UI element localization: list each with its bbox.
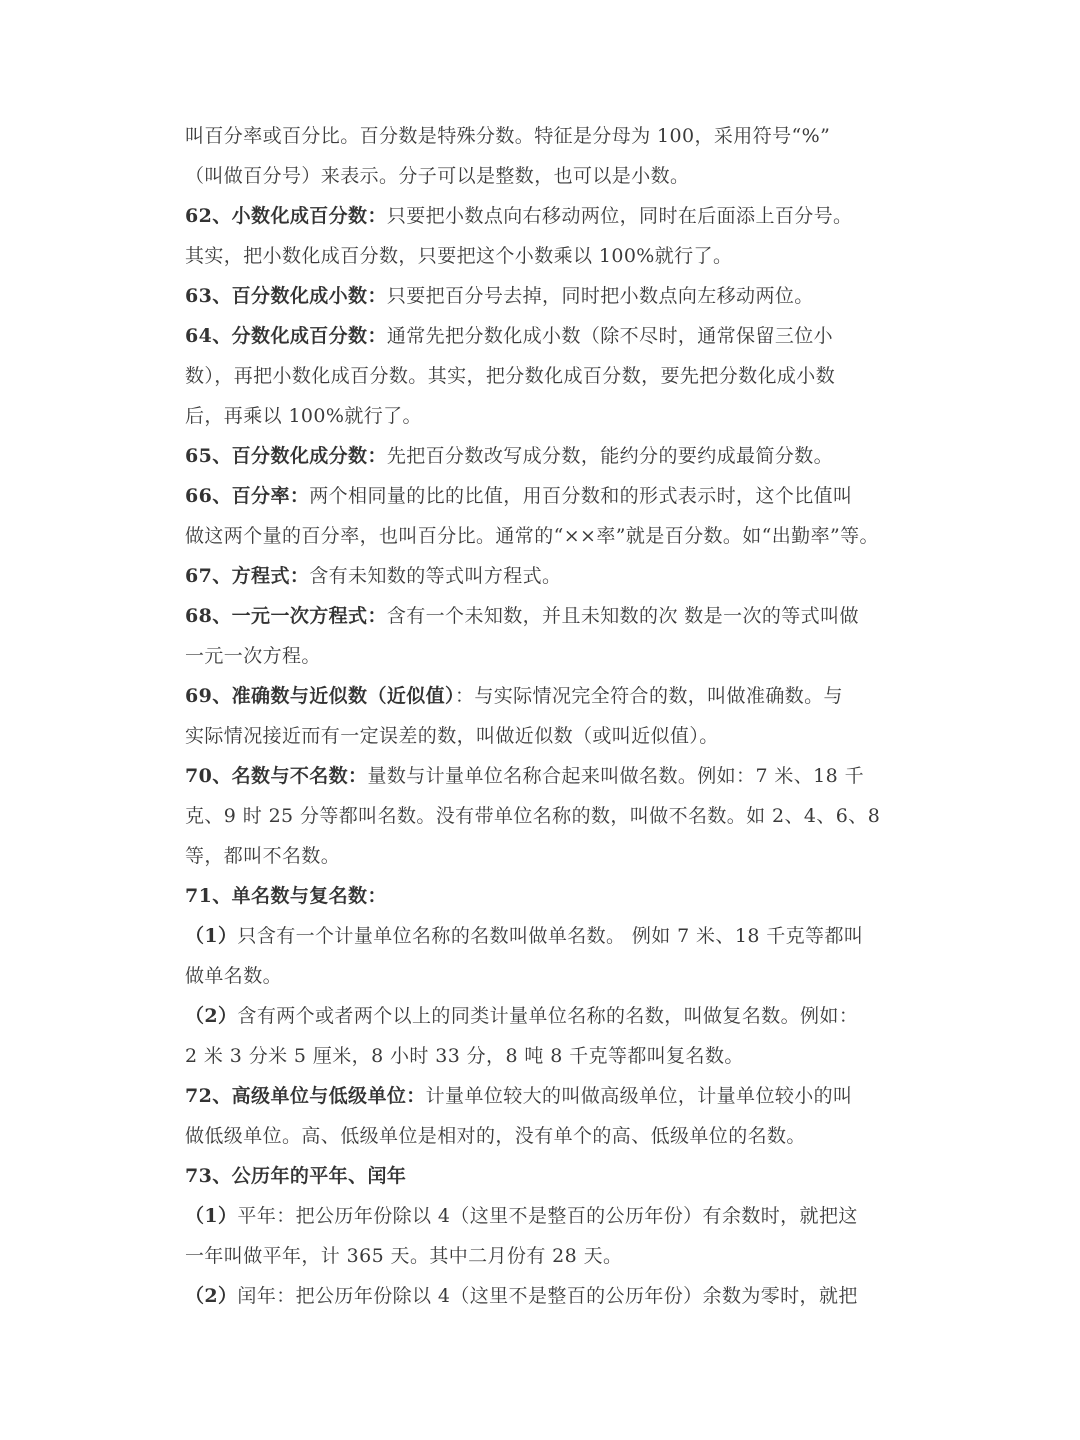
item-text: 后，再乘以 100%就行了。 [185, 405, 422, 427]
text-line [185, 356, 897, 396]
text-line [185, 156, 897, 196]
item-text: 做低级单位。高、低级单位是相对的，没有单个的高、低级单位的名数。 [185, 1125, 806, 1147]
item-term: 公历年的平年、闰年 [231, 1165, 407, 1187]
item-text: 闰年：把公历年份除以 4（这里不是整百的公历年份）余数为零时，就把 [237, 1285, 858, 1307]
item-term: 百分数化成小数： [231, 285, 387, 307]
item-text: 等，都叫不名数。 [185, 845, 341, 867]
text-line [185, 476, 897, 516]
item-number: （1） [185, 925, 238, 947]
item-term: 名数与不名数： [231, 765, 368, 787]
item-text: 只要把百分号去掉，同时把小数点向左移动两位。 [386, 285, 814, 307]
item-number: 67、 [185, 565, 232, 587]
item-term: 高级单位与低级单位： [231, 1085, 426, 1107]
item-text: 量数与计量单位名称合起来叫做名数。例如：7 米、18 千 [367, 765, 864, 787]
text-line [185, 116, 897, 156]
text-line [185, 916, 897, 956]
text-line [185, 876, 897, 916]
item-number: 71、 [185, 885, 232, 907]
text-line [185, 556, 897, 596]
text-line [185, 596, 897, 636]
text-line [185, 1196, 897, 1236]
item-text: 克、9 时 25 分等都叫名数。没有带单位名称的数，叫做不名数。如 2、4、6、8 [185, 805, 881, 827]
item-number: （2） [185, 1285, 238, 1307]
item-number: 65、 [185, 445, 232, 467]
item-text: 计量单位较大的叫做高级单位，计量单位较小的叫 [425, 1085, 853, 1107]
item-text: 数），再把小数化成百分数。其实，把分数化成百分数，要先把分数化成小数 [185, 365, 836, 387]
item-term: 单名数与复名数： [231, 885, 387, 907]
item-text: 一元一次方程。 [185, 645, 321, 667]
text-line [185, 956, 897, 996]
text-line [185, 1156, 897, 1196]
text-line [185, 276, 897, 316]
item-text: （叫做百分号）来表示。分子可以是整数，也可以是小数。 [185, 165, 690, 187]
item-term: 分数化成百分数： [231, 325, 387, 347]
item-term: 准确数与近似数（近似值） [231, 685, 455, 707]
text-line [185, 1076, 897, 1116]
item-term: 百分率： [231, 485, 310, 507]
item-text: 叫百分率或百分比。百分数是特殊分数。特征是分母为 100，采用符号“%” [185, 125, 831, 147]
item-number: 73、 [185, 1165, 232, 1187]
text-line [185, 756, 897, 796]
item-number: （2） [185, 1005, 238, 1027]
item-number: 72、 [185, 1085, 232, 1107]
text-line [185, 396, 897, 436]
text-line [185, 436, 897, 476]
text-line [185, 1236, 897, 1276]
item-text: 通常先把分数化成小数（除不尽时，通常保留三位小 [386, 325, 834, 347]
item-number: 70、 [185, 765, 232, 787]
item-text: 做这两个量的百分率，也叫百分比。通常的“××率”就是百分数。如“出勤率”等。 [185, 525, 879, 547]
item-text: 平年：把公历年份除以 4（这里不是整百的公历年份）有余数时，就把这 [237, 1205, 858, 1227]
item-text: 一年叫做平年，计 365 天。其中二月份有 28 天。 [185, 1245, 623, 1267]
item-number: 63、 [185, 285, 232, 307]
text-line [185, 1036, 897, 1076]
item-text: 含有未知数的等式叫方程式。 [309, 565, 562, 587]
item-number: 68、 [185, 605, 232, 627]
item-number: （1） [185, 1205, 238, 1227]
text-line [185, 316, 897, 356]
item-text: 含有一个未知数，并且未知数的次 数是一次的等式叫做 [386, 605, 859, 627]
item-term: 一元一次方程式： [231, 605, 387, 627]
item-text: 两个相同量的比的比值，用百分数和的形式表示时，这个比值叫 [309, 485, 853, 507]
item-term: 方程式： [231, 565, 310, 587]
item-text: 先把百分数改写成分数，能约分的要约成最简分数。 [386, 445, 834, 467]
item-number: 62、 [185, 205, 232, 227]
item-number: 66、 [185, 485, 232, 507]
item-text: 实际情况接近而有一定误差的数，叫做近似数（或叫近似值）。 [185, 725, 719, 747]
document-body [185, 116, 897, 1316]
item-number: 64、 [185, 325, 232, 347]
text-line [185, 836, 897, 876]
text-line [185, 796, 897, 836]
text-line [185, 196, 897, 236]
text-line [185, 1276, 897, 1316]
item-term: 百分数化成分数： [231, 445, 387, 467]
item-text: 含有两个或者两个以上的同类计量单位名称的名数，叫做复名数。例如： [237, 1005, 859, 1027]
item-term: 小数化成百分数： [231, 205, 387, 227]
text-line [185, 716, 897, 756]
item-text: 其实，把小数化成百分数，只要把这个小数乘以 100%就行了。 [185, 245, 733, 267]
text-line [185, 1116, 897, 1156]
text-line [185, 236, 897, 276]
text-line [185, 676, 897, 716]
text-line [185, 636, 897, 676]
item-text: 2 米 3 分米 5 厘米，8 小时 33 分，8 吨 8 千克等都叫复名数。 [185, 1045, 744, 1067]
item-number: 69、 [185, 685, 232, 707]
item-text: ：与实际情况完全符合的数，叫做准确数。与 [454, 685, 843, 707]
text-line [185, 996, 897, 1036]
item-text: 只含有一个计量单位名称的名数叫做单名数。 例如 7 米、18 千克等都叫 [237, 925, 864, 947]
item-text: 做单名数。 [185, 965, 283, 987]
item-text: 只要把小数点向右移动两位，同时在后面添上百分号。 [386, 205, 853, 227]
text-line [185, 516, 897, 556]
